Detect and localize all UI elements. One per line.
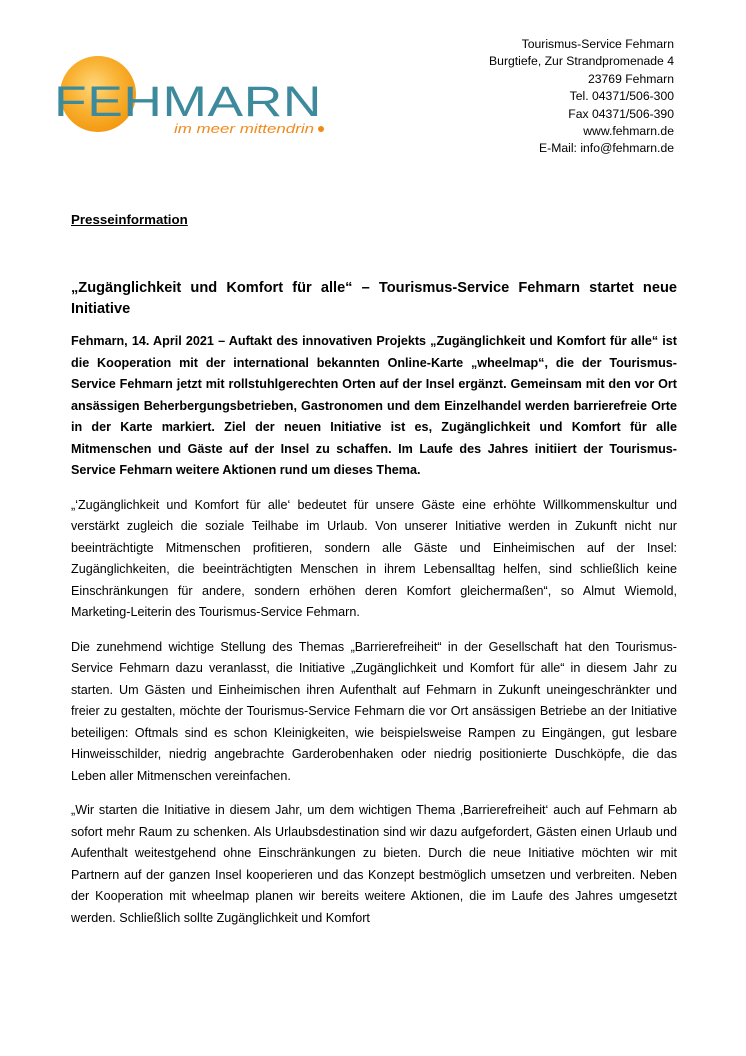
body-paragraph-2: Die zunehmend wichtige Stellung des Themas „Barrierefreiheit“ in der Gesellschaft hat den Tourismus-Service Fehmarn dazu veranlasst, die Initiative „Zugänglichkeit und Komfort für alle“ in diesem Jahr zu starten. Um Gästen und Einheimischen ihren Aufenthalt auf Fehmarn in Zukunft uneingeschränkter und freier zu gestalten, möchte der Tourismus-Service Fehmarn die vor Ort ansässigen Betriebe an der Initiative beteiligen: Oftmals sind es schon Kleinigkeiten, wie beispielsweise Rampen zu Eingängen, gut lesbare Hinweisschilder, niedrig angebrachte Garderobenhaken oder niedrig positionierte Duschköpfe, die das Leben aller Mitmenschen vereinfachen. [71,639,677,783]
press-release-body [71,212,677,929]
logo-tagline: im meer mittendrin [174,121,314,136]
sender-phone: Tel. 04371/506-300 [569,89,674,104]
sun-logo-icon [52,54,342,149]
sender-address [489,36,674,158]
lead-paragraph: Fehmarn, 14. April 2021 – Auftakt des innovativen Projekts „Zugänglichkeit und Komfort für alle“ ist die Kooperation mit der international bekannten Online-Karte „wheelmap“, die der Tourismus-Service Fehmarn jetzt mit rollstuhlgerechten Orten auf der Insel ergänzt. Gemeinsam mit den vor Ort ansässigen Beherbergungsbetrieben, Gastronomen und dem Einzelhandel werden barrierefreie Orte in der Karte markiert. Ziel der neuen Initiative ist es, Zugänglichkeit und Komfort für alle Mitmenschen und Gäste auf der Insel zu schaffen. Im Laufe des Jahres initiiert der Tourismus-Service Fehmarn weitere Aktionen rund um dieses Thema. [71,334,677,477]
body-paragraph-3: „Wir starten die Initiative in diesem Jahr, um dem wichtigen Thema ‚Barrierefreiheit‘ auch auf Fehmarn ab sofort mehr Raum zu schenken. Als Urlaubsdestination sind wir dazu aufgefordert, Gästen einen Urlaub und Aufenthalt weitestgehend ohne Einschränkungen zu bieten. Durch die neue Initiative möchten wir mit Partnern auf der ganzen Insel kooperieren und das Konzept bestmöglich umsetzen und verbreiten. Neben der Kooperation mit wheelmap planen wir bereits weitere Aktionen, die im Laufe des Jahres umgesetzt werden. Schließlich sollte Zugänglichkeit und Komfort [71,803,677,925]
tagline-dot-icon [318,126,324,132]
sender-name: Tourismus-Service Fehmarn [521,37,674,51]
sender-fax: Fax 04371/506-390 [568,106,674,121]
fehmarn-logo [52,54,342,149]
sender-city: 23769 Fehmarn [587,71,674,86]
body-paragraph-1: „‘Zugänglichkeit und Komfort für alle‘ bedeutet für unsere Gäste eine erhöhte Willkommenskultur und verstärkt zugleich die soziale Teilhabe im Urlaub. Von unserer Initiative werden in Zukunft nicht nur beeinträchtigte Mitmenschen profitieren, sondern alle Gäste und Einheimischen auf der Insel: Zugänglichkeiten, die beeinträchtigten Menschen in ihrem Lebensalltag helfen, sind schließlich keine Einschränkungen für andere, sondern erhöhen deren Komfort gleichermaßen“, so Almut Wiemold, Marketing-Leiterin des Tourismus-Service Fehmarn. [71,497,677,619]
logo-wordmark: FEHMARN [54,78,322,126]
document-title: „Zugänglichkeit und Komfort für alle“ – Tourismus-Service Fehmarn startet neue Initiative [71,280,677,317]
sender-email: E-Mail: info@fehmarn.de [539,141,674,156]
document-label: Presseinformation [71,212,188,227]
sender-street: Burgtiefe, Zur Strandpromenade 4 [489,54,674,69]
sender-website: www.fehmarn.de [583,124,674,139]
